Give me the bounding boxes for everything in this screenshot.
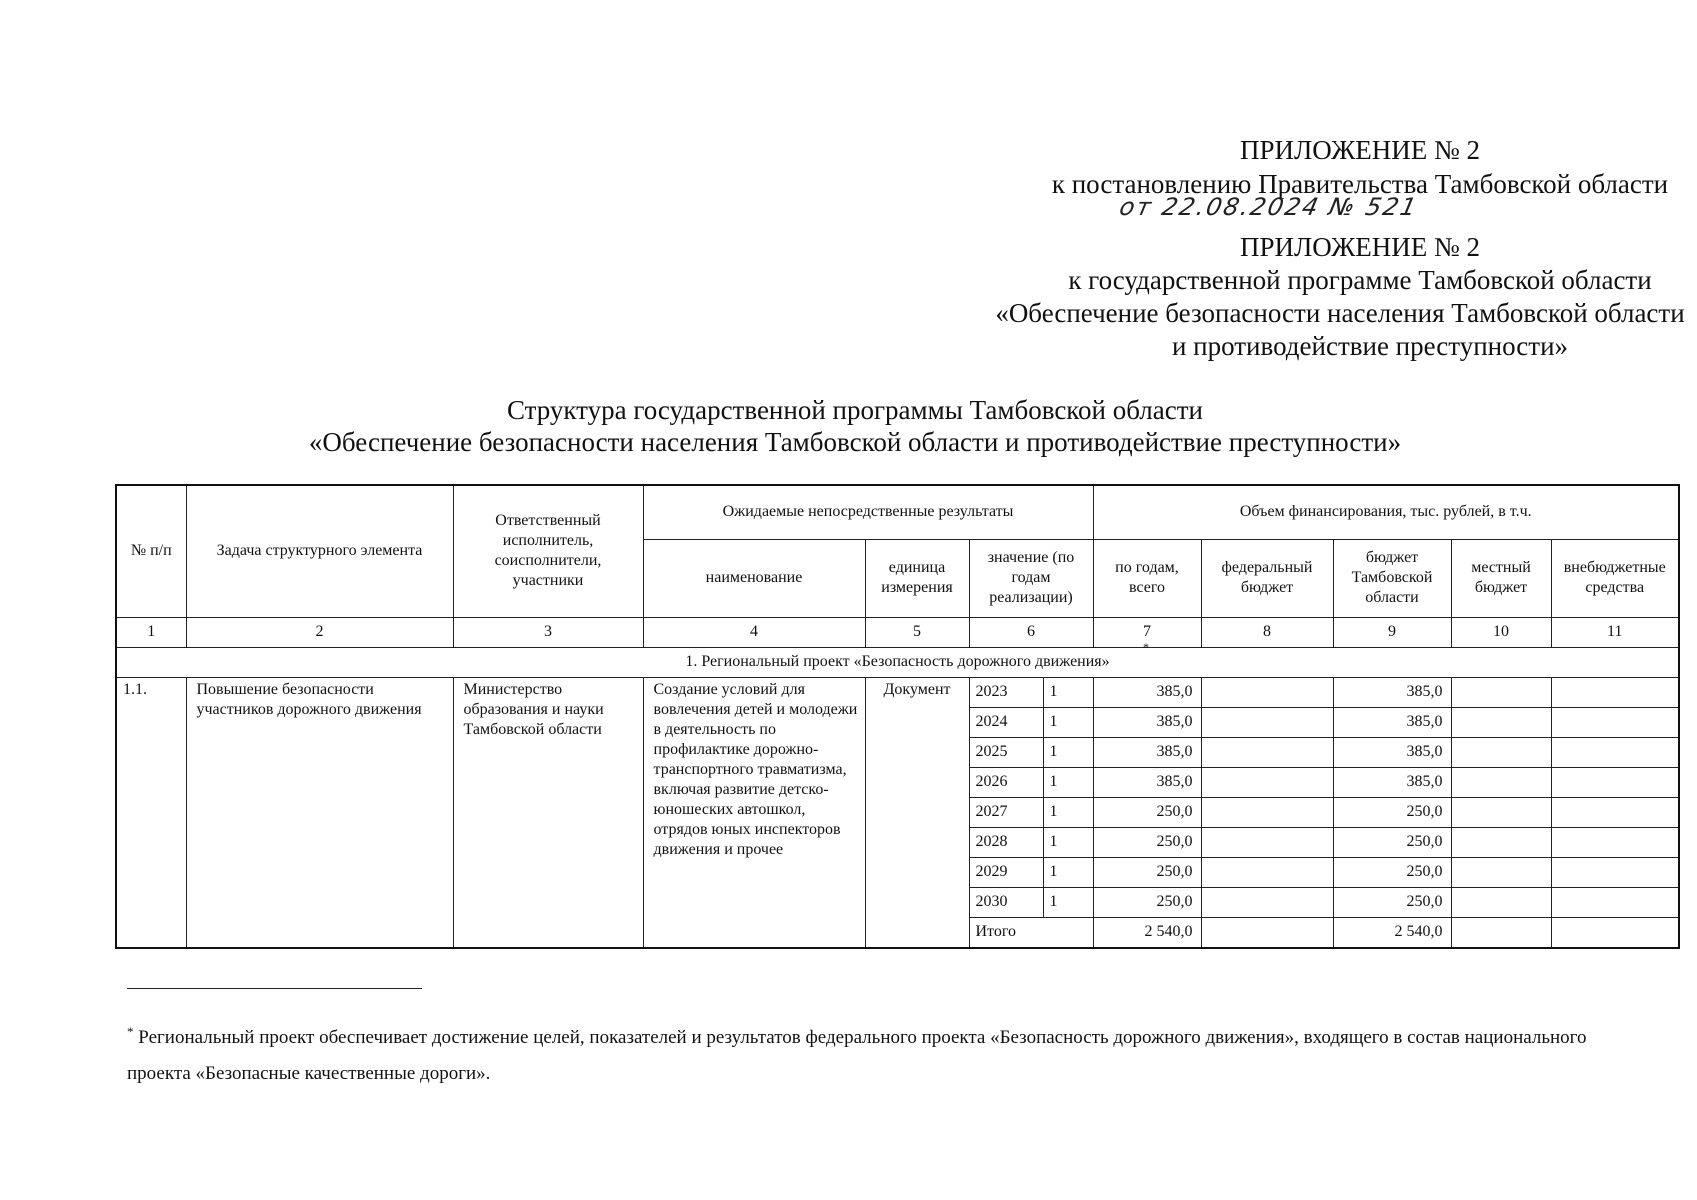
col-number: 4 (643, 617, 865, 647)
fin-local (1451, 707, 1551, 737)
header-result-name: наименование (643, 539, 865, 617)
header-num: № п/п (116, 485, 186, 617)
fin-total: 385,0 (1093, 707, 1201, 737)
year-value: 1 (1043, 857, 1093, 887)
header-result-value: значение (по годам реализации) (969, 539, 1093, 617)
col-number: 1 (116, 617, 186, 647)
doc-title-line1: Структура государственной программы Тамбовской области (506, 395, 1203, 425)
fin-local (1451, 857, 1551, 887)
header-executor: Ответственный исполнитель, соисполнители, участники (453, 485, 643, 617)
fin-regional: 250,0 (1333, 797, 1451, 827)
fin-extra (1551, 767, 1679, 797)
header-fin-regional: бюджет Тамбовской области (1333, 539, 1451, 617)
appendix-2-title: ПРИЛОЖЕНИЕ № 2 (1239, 232, 1481, 262)
year-cell: 2029 (969, 857, 1043, 887)
row-result-unit: Документ (865, 677, 969, 948)
fin-federal (1201, 707, 1333, 737)
row-executor: Министерство образования и науки Тамбовской области (453, 677, 643, 948)
col-number: 10 (1451, 617, 1551, 647)
fin-federal (1201, 827, 1333, 857)
total-label: Итого (969, 917, 1093, 948)
year-value: 1 (1043, 737, 1093, 767)
col-number: 7 (1093, 617, 1201, 647)
fin-extra (1551, 707, 1679, 737)
fin-federal (1201, 857, 1333, 887)
fin-total: 385,0 (1093, 737, 1201, 767)
fin-total: 250,0 (1093, 857, 1201, 887)
fin-total: 250,0 (1093, 827, 1201, 857)
fin-federal (1201, 737, 1333, 767)
header-fin-local: местный бюджет (1451, 539, 1551, 617)
year-value: 1 (1043, 797, 1093, 827)
fin-extra (1551, 737, 1679, 767)
row-number: 1.1. (116, 677, 186, 948)
footnote-mark: * (127, 1024, 134, 1039)
col-number: 6 (969, 617, 1093, 647)
year-cell: 2027 (969, 797, 1043, 827)
year-value: 1 (1043, 887, 1093, 917)
fin-extra (1551, 797, 1679, 827)
section-title: 1. Региональный проект «Безопасность дорожного движения» (116, 647, 1679, 677)
appendix-2-line1: к государственной программе Тамбовской области (1068, 265, 1652, 295)
fin-regional: 250,0 (1333, 887, 1451, 917)
col-number: 11 (1551, 617, 1679, 647)
doc-title-line2: «Обеспечение безопасности населения Тамбовской области и противодействие преступности» (308, 427, 1402, 457)
fin-total: 250,0 (1093, 887, 1201, 917)
year-cell: 2024 (969, 707, 1043, 737)
fin-total: 385,0 (1093, 767, 1201, 797)
col-number: 9 (1333, 617, 1451, 647)
fin-regional: 250,0 (1333, 827, 1451, 857)
row-result-name: Создание условий для вовлечения детей и молодежи в деятельность по профилактике дорожно-транспортного травматизма, включая развитие детско-юношеских автошкол, отрядов юных инспекторов движения и прочее (643, 677, 865, 948)
header-fin-extra: внебюджетные средства (1551, 539, 1679, 617)
handwritten-date-number: от 22.08.2024 № 521 (1117, 193, 1421, 221)
fin-total: 250,0 (1093, 797, 1201, 827)
fin-extra (1551, 677, 1679, 707)
table-row (116, 677, 1679, 707)
col-number: 8 (1201, 617, 1333, 647)
total-fin-total: 2 540,0 (1093, 917, 1201, 948)
fin-extra (1551, 827, 1679, 857)
column-numbers-row (116, 617, 1679, 647)
col-number: 3 (453, 617, 643, 647)
header-finance-group: Объем финансирования, тыс. рублей, в т.ч. (1093, 485, 1679, 539)
year-value: 1 (1043, 677, 1093, 707)
fin-extra (1551, 887, 1679, 917)
year-value: 1 (1043, 767, 1093, 797)
year-cell: 2028 (969, 827, 1043, 857)
fin-local (1451, 797, 1551, 827)
year-value: 1 (1043, 707, 1093, 737)
fin-regional: 385,0 (1333, 677, 1451, 707)
fin-local (1451, 767, 1551, 797)
col-number: 2 (186, 617, 453, 647)
total-fin-regional: 2 540,0 (1333, 917, 1451, 948)
year-value: 1 (1043, 827, 1093, 857)
section-footnote-mark: * (1143, 640, 1149, 654)
appendix-1-line: к постановлению Правительства Тамбовской области (1051, 169, 1669, 199)
fin-federal (1201, 887, 1333, 917)
footnote-separator (127, 988, 422, 989)
fin-federal (1201, 677, 1333, 707)
program-structure-table (115, 484, 1680, 949)
fin-federal (1201, 767, 1333, 797)
fin-federal (1201, 797, 1333, 827)
fin-regional: 385,0 (1333, 737, 1451, 767)
total-fin-extra (1551, 917, 1679, 948)
header-result-unit: единица измерения (865, 539, 969, 617)
fin-extra (1551, 857, 1679, 887)
year-cell: 2030 (969, 887, 1043, 917)
header-fin-total: по годам, всего (1093, 539, 1201, 617)
header-task: Задача структурного элемента (186, 485, 453, 617)
fin-regional: 385,0 (1333, 767, 1451, 797)
fin-local (1451, 827, 1551, 857)
fin-total: 385,0 (1093, 677, 1201, 707)
footnote-text: Региональный проект обеспечивает достижение целей, показателей и результатов федерального проекта «Безопасность дорожного движения», входящего в состав национального проекта «Безопасные качественные дороги». (127, 1027, 1587, 1084)
appendix-2-line3: и противодействие преступности» (1171, 331, 1569, 361)
fin-regional: 250,0 (1333, 857, 1451, 887)
fin-regional: 385,0 (1333, 707, 1451, 737)
year-cell: 2025 (969, 737, 1043, 767)
year-cell: 2026 (969, 767, 1043, 797)
row-task: Повышение безопасности участников дорожного движения (186, 677, 453, 948)
fin-local (1451, 887, 1551, 917)
appendix-2-line2: «Обеспечение безопасности населения Тамбовской области (995, 298, 1685, 328)
fin-local (1451, 737, 1551, 767)
header-results-group: Ожидаемые непосредственные результаты (643, 485, 1093, 539)
total-fin-local (1451, 917, 1551, 948)
footnote (127, 1020, 1607, 1092)
header-fin-federal: федеральный бюджет (1201, 539, 1333, 617)
fin-local (1451, 677, 1551, 707)
total-fin-federal (1201, 917, 1333, 948)
appendix-1-title: ПРИЛОЖЕНИЕ № 2 (1239, 135, 1481, 165)
year-cell: 2023 (969, 677, 1043, 707)
col-number: 5 (865, 617, 969, 647)
